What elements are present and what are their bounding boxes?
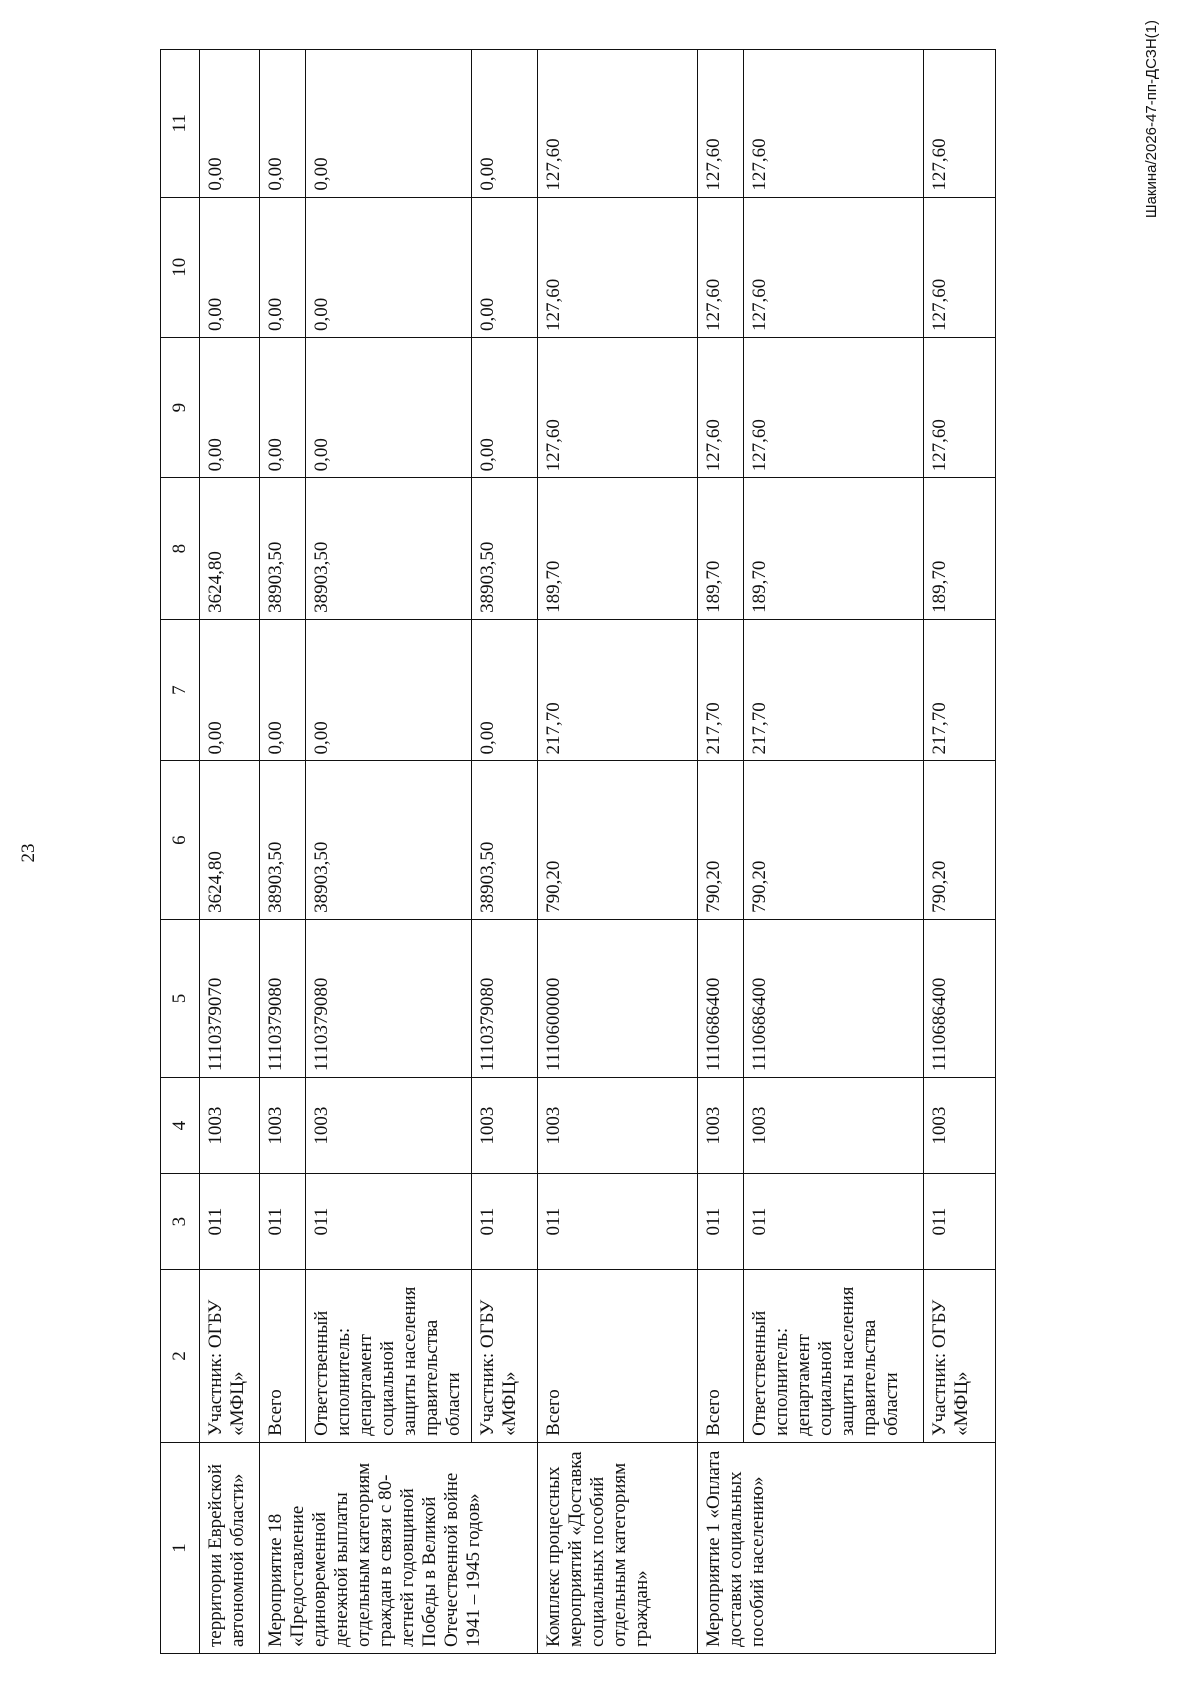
cell-value-9: 127,60 (924, 337, 996, 477)
document-reference: Шакина/2026-47-пп-ДСЗН(1) (1143, 20, 1160, 219)
cell-value-8: 189,70 (744, 478, 924, 620)
table-row (306, 50, 472, 1654)
cell-code-5: 1110686400 (744, 919, 924, 1077)
cell-value-8: 38903,50 (306, 478, 472, 620)
header-col-4: 4 (161, 1078, 200, 1174)
cell-code-5: 1110379080 (260, 919, 306, 1077)
cell-role: Ответственный исполнитель: департамент социальной защиты населения правительства области (306, 1270, 472, 1443)
cell-code-4: 1003 (538, 1078, 698, 1174)
table-row (538, 50, 698, 1654)
cell-value-11: 0,00 (472, 50, 538, 198)
cell-value-7: 0,00 (200, 619, 260, 761)
cell-value-7: 0,00 (306, 619, 472, 761)
header-col-2: 2 (161, 1270, 200, 1443)
header-col-5: 5 (161, 919, 200, 1077)
cell-name: Комплекс процессных мероприятий «Доставка социальных пособий отдельным категориям граждан» (538, 1442, 698, 1653)
cell-code-4: 1003 (260, 1078, 306, 1174)
table-row (744, 50, 924, 1654)
cell-code-5: 1110600000 (538, 919, 698, 1077)
cell-value-10: 127,60 (538, 197, 698, 337)
cell-value-7: 0,00 (260, 619, 306, 761)
cell-role: Участник: ОГБУ «МФЦ» (200, 1270, 260, 1443)
cell-value-6: 38903,50 (260, 761, 306, 919)
cell-value-8: 189,70 (698, 478, 744, 620)
cell-value-8: 3624,80 (200, 478, 260, 620)
cell-value-10: 127,60 (924, 197, 996, 337)
table-row (924, 50, 996, 1654)
cell-code-3: 011 (744, 1174, 924, 1270)
header-col-3: 3 (161, 1174, 200, 1270)
cell-name: Мероприятие 1 «Оплата доставки социальных пособий населению» (698, 1442, 996, 1653)
cell-code-4: 1003 (306, 1078, 472, 1174)
cell-value-11: 0,00 (306, 50, 472, 198)
header-col-6: 6 (161, 761, 200, 919)
cell-value-6: 38903,50 (472, 761, 538, 919)
cell-value-9: 0,00 (306, 337, 472, 477)
cell-role: Ответственный исполнитель: департамент социальной защиты населения правительства области (744, 1270, 924, 1443)
cell-value-11: 127,60 (698, 50, 744, 198)
cell-value-6: 38903,50 (306, 761, 472, 919)
cell-value-8: 38903,50 (472, 478, 538, 620)
cell-value-6: 3624,80 (200, 761, 260, 919)
cell-code-3: 011 (260, 1174, 306, 1270)
cell-value-11: 127,60 (924, 50, 996, 198)
cell-code-3: 011 (200, 1174, 260, 1270)
cell-role: Участник: ОГБУ «МФЦ» (924, 1270, 996, 1443)
cell-value-10: 0,00 (200, 197, 260, 337)
cell-value-6: 790,20 (698, 761, 744, 919)
cell-role: Участник: ОГБУ «МФЦ» (472, 1270, 538, 1443)
cell-role: Всего (538, 1270, 698, 1443)
cell-value-11: 0,00 (260, 50, 306, 198)
cell-value-8: 189,70 (924, 478, 996, 620)
header-col-8: 8 (161, 478, 200, 620)
cell-value-8: 38903,50 (260, 478, 306, 620)
cell-code-4: 1003 (698, 1078, 744, 1174)
table-row (698, 50, 744, 1654)
cell-code-3: 011 (924, 1174, 996, 1270)
cell-role: Всего (260, 1270, 306, 1443)
cell-value-9: 0,00 (260, 337, 306, 477)
cell-value-11: 127,60 (744, 50, 924, 198)
cell-code-5: 1110379070 (200, 919, 260, 1077)
header-col-7: 7 (161, 619, 200, 761)
cell-value-7: 217,70 (744, 619, 924, 761)
cell-value-9: 0,00 (200, 337, 260, 477)
cell-code-3: 011 (698, 1174, 744, 1270)
cell-value-9: 127,60 (698, 337, 744, 477)
cell-value-7: 217,70 (924, 619, 996, 761)
cell-value-6: 790,20 (924, 761, 996, 919)
cell-value-7: 0,00 (472, 619, 538, 761)
cell-code-5: 1110379080 (472, 919, 538, 1077)
header-row (161, 50, 200, 1654)
cell-code-5: 1110379080 (306, 919, 472, 1077)
cell-code-4: 1003 (744, 1078, 924, 1174)
cell-value-7: 217,70 (698, 619, 744, 761)
cell-value-10: 127,60 (744, 197, 924, 337)
cell-value-10: 0,00 (260, 197, 306, 337)
cell-name: Мероприятие 18 «Предоставление единовременной денежной выплаты отдельным категориям граждан в связи с 80-летней годовщиной Победы в Великой Отечественной войне 1941 – 1945 годов» (260, 1442, 538, 1653)
cell-value-6: 790,20 (538, 761, 698, 919)
header-col-10: 10 (161, 197, 200, 337)
cell-name: территории Еврейской автономной области» (200, 1442, 260, 1653)
header-col-11: 11 (161, 50, 200, 198)
cell-value-11: 0,00 (200, 50, 260, 198)
cell-value-10: 0,00 (472, 197, 538, 337)
cell-code-3: 011 (538, 1174, 698, 1270)
cell-value-11: 127,60 (538, 50, 698, 198)
cell-code-3: 011 (306, 1174, 472, 1270)
cell-code-5: 1110686400 (698, 919, 744, 1077)
cell-code-4: 1003 (200, 1078, 260, 1174)
table-row (472, 50, 538, 1654)
cell-code-4: 1003 (472, 1078, 538, 1174)
cell-value-10: 127,60 (698, 197, 744, 337)
budget-table (160, 49, 996, 1654)
cell-value-8: 189,70 (538, 478, 698, 620)
table-row (260, 50, 306, 1654)
cell-value-7: 217,70 (538, 619, 698, 761)
cell-code-3: 011 (472, 1174, 538, 1270)
page-number: 23 (18, 843, 39, 863)
cell-value-9: 0,00 (472, 337, 538, 477)
cell-value-9: 127,60 (538, 337, 698, 477)
header-col-9: 9 (161, 337, 200, 477)
cell-code-4: 1003 (924, 1078, 996, 1174)
cell-value-10: 0,00 (306, 197, 472, 337)
header-col-1: 1 (161, 1442, 200, 1653)
cell-value-6: 790,20 (744, 761, 924, 919)
cell-role: Всего (698, 1270, 744, 1443)
cell-value-9: 127,60 (744, 337, 924, 477)
table-row (200, 50, 260, 1654)
cell-code-5: 1110686400 (924, 919, 996, 1077)
